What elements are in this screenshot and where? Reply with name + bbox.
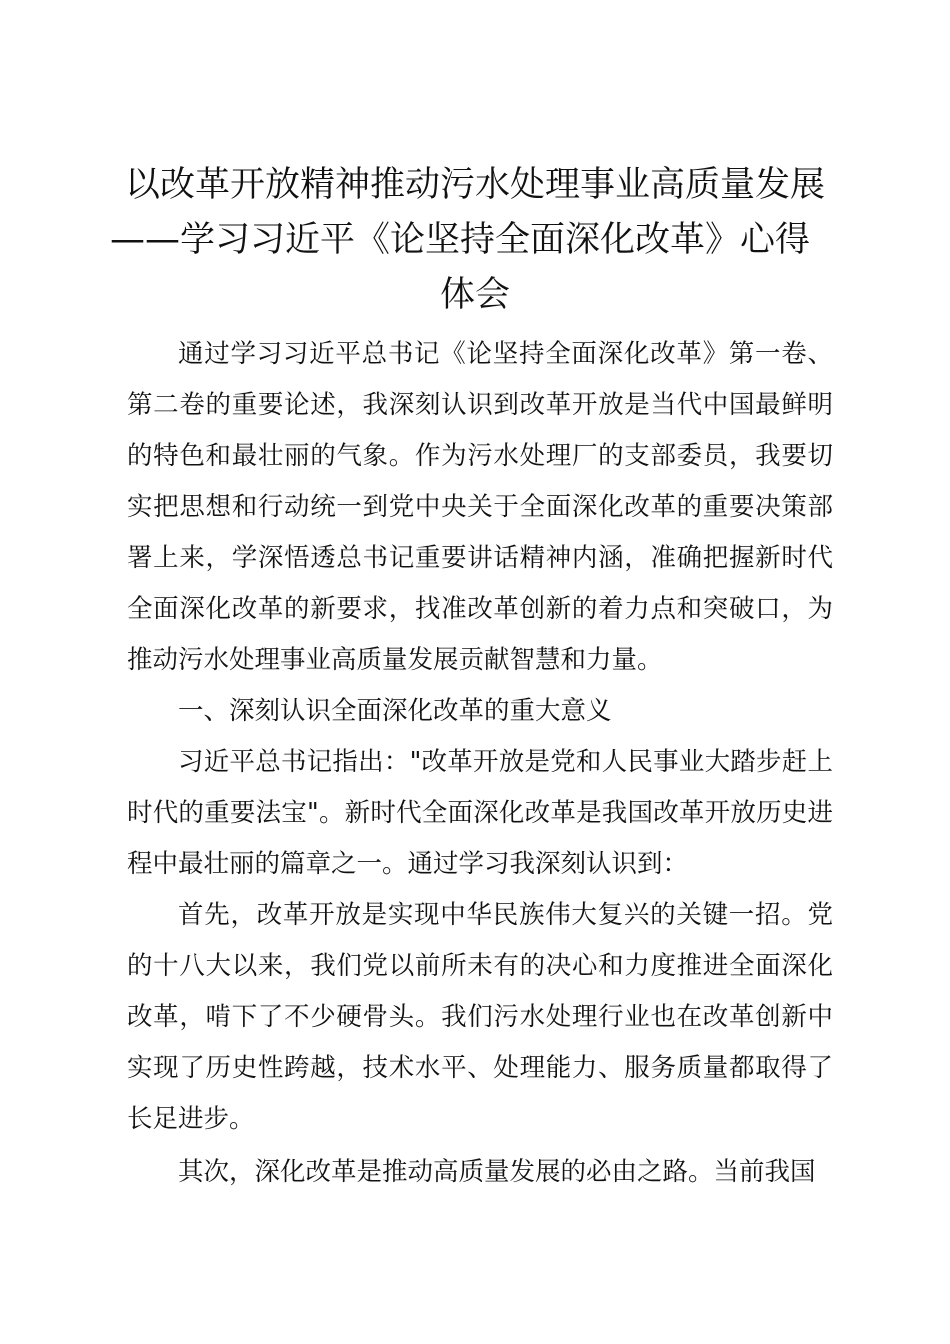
title-line-2: ——学习习近平《论坚持全面深化改革》心得 xyxy=(110,220,811,260)
paragraph-intro: 通过学习习近平总书记《论坚持全面深化改革》第一卷、第二卷的重要论述，我深刻认识到改革开放是当代中国最鲜明的特色和最壮丽的气象。作为污水处理厂的支部委员，我要切实把思想和行动统一到党中央关于全面深化改革的重要决策部署上来，学深悟透总书记重要讲话精神内涵，准确把握新时代全面深化改革的新要求，找准改革创新的着力点和突破口，为推动污水处理事业高质量发展贡献智慧和力量。 xyxy=(127,339,833,675)
paragraph-quote: 习近平总书记指出："改革开放是党和人民事业大踏步赶上时代的重要法宝"。新时代全面深化改革是我国改革开放历史进程中最壮丽的篇章之一。通过学习我深刻认识到： xyxy=(127,747,833,879)
title-line-1: 以改革开放精神推动污水处理事业高质量发展 xyxy=(124,165,825,205)
paragraph-second-point: 其次，深化改革是推动高质量发展的必由之路。当前我国 xyxy=(178,1157,816,1187)
paragraph-first-point: 首先，改革开放是实现中华民族伟大复兴的关键一招。党的十八大以来，我们党以前所未有的决心和力度推进全面深化改革，啃下了不少硬骨头。我们污水处理行业也在改革创新中实现了历史性跨越，技术水平、处理能力、服务质量都取得了长足进步。 xyxy=(127,900,833,1134)
section-heading-1: 一、深刻认识全面深化改革的重大意义 xyxy=(178,696,612,726)
document-body xyxy=(127,329,833,1198)
title-line-3: 体会 xyxy=(439,275,510,315)
document-title xyxy=(110,158,840,323)
